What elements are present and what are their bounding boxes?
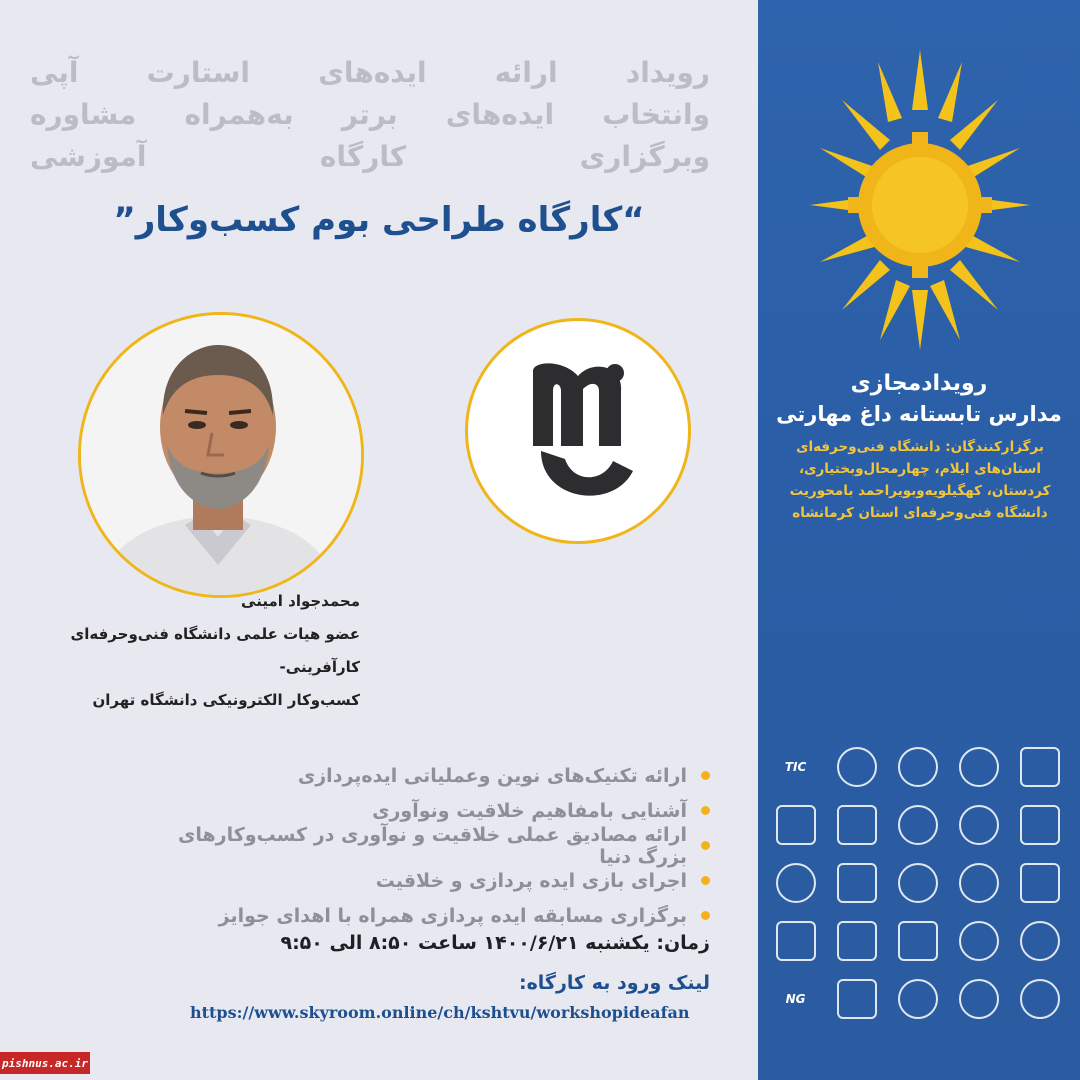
event-title	[758, 368, 1080, 428]
ring-logo-icon	[1020, 921, 1060, 961]
ng-logo-icon: NG	[785, 992, 806, 1006]
organizers-line: دانشگاه فنی‌وحرفه‌ای استان کرمانشاه	[792, 505, 1048, 521]
list-item-text: برگزاری مسابقه ایده پردازی همراه با اهدای جوایز	[218, 904, 687, 927]
org-logo-icon	[837, 979, 877, 1019]
seal-logo-icon	[959, 921, 999, 961]
bullet-dot-icon	[701, 911, 710, 920]
organizers-line: کردستان، کهگیلویه‌وبویراحمد بامحوریت	[789, 483, 1051, 499]
partner-logo	[768, 974, 823, 1024]
gear-logo-icon	[898, 863, 938, 903]
emblem-logo-icon	[837, 747, 877, 787]
bullet-dot-icon	[701, 876, 710, 885]
badge-logo-icon	[959, 863, 999, 903]
workshop-title: “کارگاه طراحی بوم کسب‌وکار”	[113, 200, 645, 240]
speaker-photo	[78, 312, 364, 598]
partner-logo	[952, 858, 1007, 908]
wave-logo-icon	[776, 863, 816, 903]
partner-logo	[768, 742, 823, 792]
institute-logo-icon	[837, 921, 877, 961]
lotus-logo-icon	[898, 805, 938, 845]
partner-logo	[1013, 800, 1068, 850]
speaker-role: کسب‌وکار الکترونیکی دانشگاه تهران	[92, 691, 360, 709]
partner-logos	[768, 742, 1068, 1024]
speaker-bio	[20, 585, 360, 717]
seal-logo-icon	[898, 747, 938, 787]
rosette-logo-icon	[959, 979, 999, 1019]
event-title-line: رویدادمجازی	[850, 371, 988, 396]
partner-logo	[829, 800, 884, 850]
headline-line: وبرگزاری کارگاه آموزشی	[30, 140, 710, 173]
partner-logo	[890, 974, 945, 1024]
partner-logo	[829, 916, 884, 966]
leaf-logo-icon	[1020, 979, 1060, 1019]
map-logo-icon	[776, 921, 816, 961]
partner-logo	[952, 916, 1007, 966]
bullet-dot-icon	[701, 806, 710, 815]
partner-logo	[1013, 916, 1068, 966]
topics-list	[170, 758, 710, 933]
link-label: لینک ورود به کارگاه:	[518, 972, 710, 994]
partner-logo	[952, 974, 1007, 1024]
flower-logo-icon	[959, 805, 999, 845]
list-item	[170, 863, 710, 898]
tree-logo-icon	[837, 863, 877, 903]
list-item-text: ارائه مصادیق عملی خلاقیت و نوآوری در کسب‌وکارهای بزرگ دنیا	[177, 823, 687, 868]
partner-logo	[890, 800, 945, 850]
partner-logo	[1013, 742, 1068, 792]
event-time: زمان: یکشنبه ۱۴۰۰/۶/۲۱ ساعت ۸:۵۰ الی ۹:۵۰	[280, 932, 710, 954]
headline-line: رویداد ارائه ایده‌های استارت آپی	[30, 56, 710, 89]
site-badge[interactable]: pishnus.ac.ir	[0, 1052, 90, 1074]
partner-logo	[768, 858, 823, 908]
tic-logo-icon: TIC	[784, 760, 807, 774]
sun-gear-icon	[800, 40, 1040, 360]
shield-logo-icon	[837, 805, 877, 845]
speaker-role: کارآفرینی-	[279, 658, 360, 676]
organizers-text	[770, 436, 1070, 524]
organizers-line: برگزارکنندگان: دانشگاه فنی‌وحرفه‌ای	[796, 439, 1044, 455]
seal-logo-icon	[959, 747, 999, 787]
partner-logo	[829, 974, 884, 1024]
partner-logo	[1013, 974, 1068, 1024]
partner-logo	[952, 742, 1007, 792]
building-logo-icon	[776, 805, 816, 845]
list-item	[170, 898, 710, 933]
emblem-logo-icon	[1020, 863, 1060, 903]
speaker-name: محمدجواد امینی	[241, 592, 360, 610]
headline-line: وانتخاب ایده‌های برتر به‌همراه مشاوره	[30, 98, 710, 131]
rosette-logo-icon	[898, 979, 938, 1019]
workshop-link[interactable]: https://www.skyroom.online/ch/kshtvu/workshopideafan	[190, 1003, 690, 1022]
hand-logo-icon	[1020, 747, 1060, 787]
list-item-text: ارائه تکنیک‌های نوین وعملیاتی ایده‌پردازی	[297, 764, 687, 787]
partner-logo	[1013, 858, 1068, 908]
partner-logo	[829, 742, 884, 792]
bullet-dot-icon	[701, 771, 710, 780]
person-logo-icon	[898, 921, 938, 961]
speaker-role: عضو هیات علمی دانشگاه فنی‌وحرفه‌ای	[70, 625, 360, 643]
partner-logo	[952, 800, 1007, 850]
daagh-logo	[465, 318, 691, 544]
partner-logo	[768, 800, 823, 850]
bullet-dot-icon	[701, 841, 710, 850]
event-headline	[30, 52, 710, 178]
book-logo-icon	[1020, 805, 1060, 845]
list-item-text: آشنایی بامفاهیم خلاقیت ونوآوری	[372, 799, 687, 822]
partner-logo	[768, 916, 823, 966]
partner-logo	[890, 916, 945, 966]
list-item-text: اجرای بازی ایده پردازی و خلاقیت	[375, 869, 687, 892]
partner-logo	[890, 742, 945, 792]
list-item	[170, 758, 710, 793]
partner-logo	[829, 858, 884, 908]
partner-logo	[890, 858, 945, 908]
event-title-line: مدارس تابستانه داغ مهارتی	[776, 402, 1062, 426]
organizers-line: استان‌های ایلام، چهارمحال‌وبختیاری،	[798, 461, 1042, 477]
list-item	[170, 823, 710, 868]
